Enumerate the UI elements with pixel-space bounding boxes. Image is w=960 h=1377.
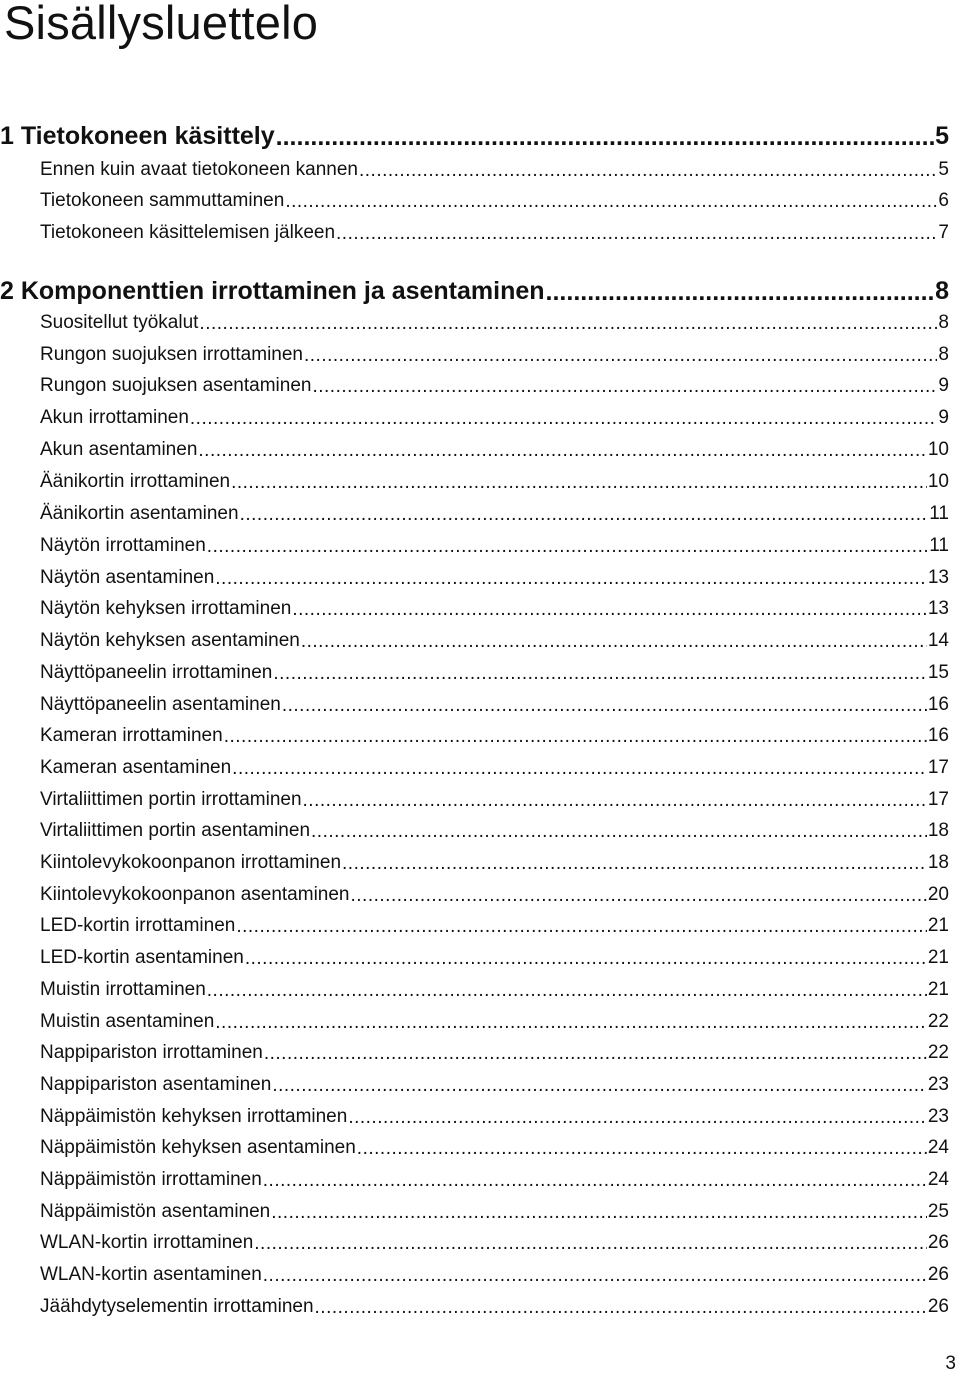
- toc-leader-dots: [304, 344, 937, 363]
- toc-entry-page-number: 23: [927, 1106, 949, 1127]
- toc-leader-dots: [303, 789, 927, 808]
- toc-leader-dots: [282, 694, 927, 713]
- toc-entry-label: Tietokoneen käsittelemisen jälkeen: [40, 222, 336, 243]
- toc-leader-dots: [312, 375, 937, 394]
- toc-entry-label: Akun irrottaminen: [40, 407, 189, 428]
- toc-leader-dots: [199, 312, 937, 331]
- toc-leader-dots: [357, 1137, 927, 1156]
- toc-entry-page-number: 10: [927, 471, 949, 492]
- toc-leader-dots: [271, 1201, 927, 1220]
- toc-section-entry[interactable]: [40, 629, 949, 653]
- toc-entry-page-number: 18: [927, 820, 949, 841]
- toc-entry-page-number: 7: [938, 222, 949, 243]
- toc-entry-label: Ennen kuin avaat tietokoneen kannen: [40, 159, 358, 180]
- toc-section-entry[interactable]: [40, 851, 949, 875]
- toc-entry-label: LED-kortin irrottaminen: [40, 915, 236, 936]
- toc-section-entry[interactable]: [40, 978, 949, 1002]
- toc-entry-page-number: 26: [927, 1264, 949, 1285]
- toc-leader-dots: [348, 1106, 927, 1125]
- toc-entry-label: Akun asentaminen: [40, 439, 198, 460]
- toc-entry-label: LED-kortin asentaminen: [40, 947, 244, 968]
- toc-entry-page-number: 14: [927, 630, 949, 651]
- toc-leader-dots: [224, 725, 927, 744]
- toc-section-entry[interactable]: [40, 1200, 949, 1224]
- toc-chapter-entry[interactable]: [0, 121, 949, 151]
- toc-entry-page-number: 5: [938, 159, 949, 180]
- toc-section-entry[interactable]: [40, 883, 949, 907]
- toc-entry-label: Kiintolevykokoonpanon asentaminen: [40, 884, 350, 905]
- toc-entry-label: Näytön kehyksen asentaminen: [40, 630, 300, 651]
- toc-entry-label: Äänikortin asentaminen: [40, 503, 239, 524]
- toc-entry-page-number: 26: [927, 1232, 949, 1253]
- toc-entry-page-number: 24: [927, 1137, 949, 1158]
- toc-entry-label: Muistin asentaminen: [40, 1011, 215, 1032]
- toc-leader-dots: [207, 535, 928, 554]
- toc-leader-dots: [301, 630, 927, 649]
- toc-section-entry[interactable]: [40, 914, 949, 938]
- toc-section-entry[interactable]: [40, 438, 949, 462]
- toc-leader-dots: [190, 407, 938, 426]
- toc-entry-page-number: 17: [927, 757, 949, 778]
- toc-entry-page-number: 15: [927, 662, 949, 683]
- toc-entry-page-number: 10: [927, 439, 949, 460]
- toc-section-entry[interactable]: [40, 946, 949, 970]
- toc-leader-dots: [276, 122, 934, 147]
- toc-entry-page-number: 21: [927, 979, 949, 1000]
- toc-section-entry[interactable]: [40, 1168, 949, 1192]
- toc-section-entry[interactable]: [40, 1010, 949, 1034]
- toc-entry-label: Jäähdytyselementin irrottaminen: [40, 1296, 314, 1317]
- toc-entry-label: Näytön asentaminen: [40, 567, 215, 588]
- toc-section-entry[interactable]: [40, 1136, 949, 1160]
- toc-section-entry[interactable]: [40, 1263, 949, 1287]
- toc-entry-page-number: 6: [938, 190, 949, 211]
- toc-entry-page-number: 21: [927, 915, 949, 936]
- toc-leader-dots: [351, 884, 927, 903]
- toc-entry-label: Näppäimistön kehyksen irrottaminen: [40, 1106, 348, 1127]
- toc-section-entry[interactable]: [40, 597, 949, 621]
- toc-entry-label: Näytön irrottaminen: [40, 535, 206, 556]
- toc-leader-dots: [215, 567, 927, 586]
- toc-entry-label: Äänikortin irrottaminen: [40, 471, 231, 492]
- toc-entry-page-number: 17: [927, 789, 949, 810]
- toc-entry-label: Näyttöpaneelin irrottaminen: [40, 662, 273, 683]
- toc-entry-page-number: 8: [935, 277, 949, 305]
- toc-section-entry[interactable]: [40, 1041, 949, 1065]
- toc-entry-page-number: 9: [938, 375, 949, 396]
- toc-leader-dots: [285, 190, 937, 209]
- toc-leader-dots: [359, 159, 937, 178]
- toc-leader-dots: [336, 222, 937, 241]
- toc-entry-page-number: 16: [927, 694, 949, 715]
- toc-section-entry[interactable]: [40, 788, 949, 812]
- toc-entry-label: Näppäimistön irrottaminen: [40, 1169, 262, 1190]
- toc-leader-dots: [546, 277, 935, 302]
- toc-entry-label: Kameran irrottaminen: [40, 725, 223, 746]
- toc-section-entry[interactable]: [40, 406, 949, 430]
- toc-section-entry[interactable]: [40, 221, 949, 245]
- toc-entry-label: 2 Komponenttien irrottaminen ja asentaminen: [0, 277, 545, 305]
- toc-leader-dots: [215, 1011, 927, 1030]
- toc-section-entry[interactable]: [40, 819, 949, 843]
- toc-entry-page-number: 13: [927, 567, 949, 588]
- toc-section-entry[interactable]: [40, 1295, 949, 1319]
- toc-entry-label: Tietokoneen sammuttaminen: [40, 190, 285, 211]
- toc-entry-label: Nappipariston asentaminen: [40, 1074, 272, 1095]
- toc-entry-label: Kiintolevykokoonpanon irrottaminen: [40, 852, 342, 873]
- toc-entry-page-number: 26: [927, 1296, 949, 1317]
- toc-entry-page-number: 22: [927, 1011, 949, 1032]
- toc-entry-label: Suositellut työkalut: [40, 312, 199, 333]
- toc-section-entry[interactable]: [40, 724, 949, 748]
- toc-section-entry[interactable]: [40, 189, 949, 213]
- page-number: 3: [945, 1353, 956, 1374]
- toc-entry-label: 1 Tietokoneen käsittely: [0, 122, 275, 150]
- toc-leader-dots: [263, 1264, 927, 1283]
- toc-leader-dots: [264, 1042, 927, 1061]
- toc-leader-dots: [263, 1169, 927, 1188]
- toc-entry-label: Näppäimistön kehyksen asentaminen: [40, 1137, 356, 1158]
- toc-section-entry[interactable]: [40, 1105, 949, 1129]
- toc-entry-label: Rungon suojuksen irrottaminen: [40, 344, 303, 365]
- toc-entry-label: Muistin irrottaminen: [40, 979, 206, 1000]
- toc-leader-dots: [207, 979, 927, 998]
- toc-entry-page-number: 25: [927, 1201, 949, 1222]
- toc-section-entry[interactable]: [40, 693, 949, 717]
- toc-section-entry[interactable]: [40, 1073, 949, 1097]
- toc-leader-dots: [236, 915, 927, 934]
- toc-section-entry[interactable]: [40, 661, 949, 685]
- toc-entry-page-number: 20: [927, 884, 949, 905]
- toc-leader-dots: [273, 662, 927, 681]
- toc-entry-label: Virtaliittimen portin irrottaminen: [40, 789, 302, 810]
- toc-leader-dots: [272, 1074, 927, 1093]
- toc-entry-label: Rungon suojuksen asentaminen: [40, 375, 312, 396]
- toc-leader-dots: [245, 947, 927, 966]
- toc-entry-label: Virtaliittimen portin asentaminen: [40, 820, 311, 841]
- toc-entry-page-number: 22: [927, 1042, 949, 1063]
- toc-section-entry[interactable]: [40, 470, 949, 494]
- page-title: Sisällysluettelo: [4, 0, 319, 49]
- toc-leader-dots: [292, 598, 927, 617]
- toc-section-entry[interactable]: [40, 343, 949, 367]
- toc-entry-page-number: 21: [927, 947, 949, 968]
- toc-entry-page-number: 11: [929, 503, 949, 524]
- toc-leader-dots: [254, 1232, 927, 1251]
- toc-leader-dots: [315, 1296, 927, 1315]
- toc-section-entry[interactable]: [40, 566, 949, 590]
- toc-section-entry[interactable]: [40, 756, 949, 780]
- toc-leader-dots: [198, 439, 926, 458]
- toc-entry-page-number: 24: [927, 1169, 949, 1190]
- toc-chapter-entry[interactable]: [0, 276, 949, 306]
- toc-entry-label: Nappipariston irrottaminen: [40, 1042, 263, 1063]
- toc-leader-dots: [311, 820, 927, 839]
- toc-leader-dots: [240, 503, 929, 522]
- toc-section-entry[interactable]: [40, 311, 949, 335]
- toc-entry-page-number: 18: [927, 852, 949, 873]
- toc-entry-page-number: 23: [927, 1074, 949, 1095]
- toc-entry-label: Kameran asentaminen: [40, 757, 232, 778]
- toc-section-entry[interactable]: [40, 502, 949, 526]
- toc-section-entry[interactable]: [40, 1231, 949, 1255]
- toc-entry-label: WLAN-kortin irrottaminen: [40, 1232, 254, 1253]
- toc-leader-dots: [342, 852, 927, 871]
- toc-entry-page-number: 16: [927, 725, 949, 746]
- toc-entry-page-number: 9: [938, 407, 949, 428]
- toc-leader-dots: [231, 471, 927, 490]
- toc-section-entry[interactable]: [40, 374, 949, 398]
- toc-entry-page-number: 13: [927, 598, 949, 619]
- toc-entry-label: WLAN-kortin asentaminen: [40, 1264, 262, 1285]
- toc-entry-page-number: 11: [929, 535, 949, 556]
- toc-entry-page-number: 5: [935, 122, 949, 150]
- toc-section-entry[interactable]: [40, 534, 949, 558]
- toc-entry-label: Näyttöpaneelin asentaminen: [40, 694, 281, 715]
- toc-entry-page-number: 8: [938, 344, 949, 365]
- toc-leader-dots: [232, 757, 927, 776]
- toc-entry-page-number: 8: [938, 312, 949, 333]
- toc-entry-label: Näppäimistön asentaminen: [40, 1201, 271, 1222]
- toc-section-entry[interactable]: [40, 158, 949, 182]
- toc-entry-label: Näytön kehyksen irrottaminen: [40, 598, 292, 619]
